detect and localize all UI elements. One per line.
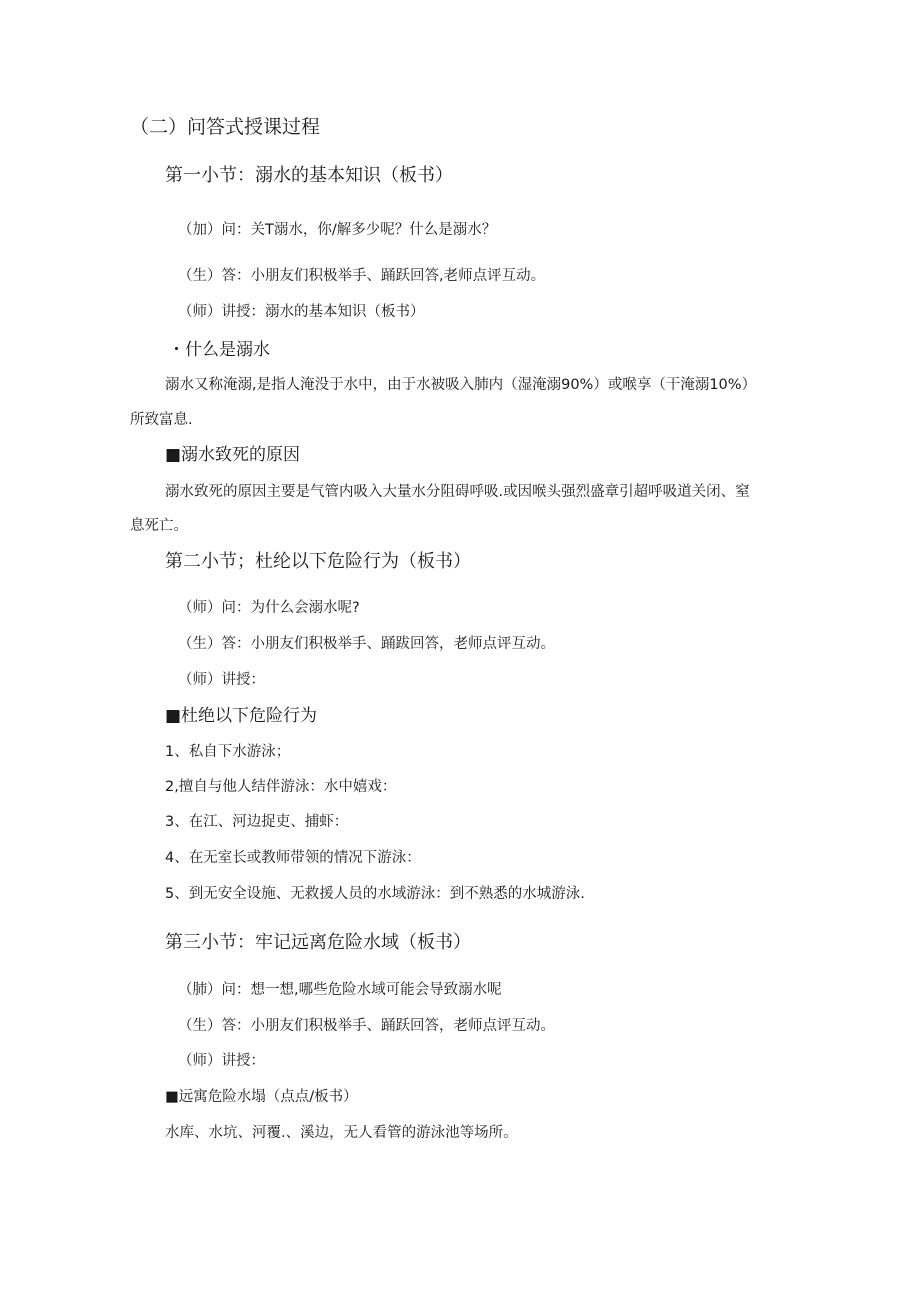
dangerous-behaviors-heading: ■杜绝以下危险行为 <box>165 706 318 726</box>
part3-answer: （生）答：小朋友们积极举手、踊跃回答，老师点评互动。 <box>178 1018 555 1034</box>
part2-answer: （生）答：小朋友们积极举手、踊跋回答，老师点评互动。 <box>178 636 555 652</box>
list-item: 2,擅自与他人结伴游泳：水中嬉戏： <box>165 779 397 795</box>
drowning-cause-line2: 息死亡。 <box>130 518 188 534</box>
part2-question: （师）问：为什么会溺水呢? <box>178 600 360 616</box>
part3-question: （肺）问：想一想,哪些危险水域可能会导致溺水呢 <box>178 982 502 998</box>
dangerous-areas-text: 水库、水坑、河覆.、溪边，无人看管的游泳池等场所。 <box>165 1125 518 1141</box>
what-is-drowning-line1: 溺水又称淹溺,是指人淹没于水中，由于水被吸入肺内（湿淹溺90%）或喉享（干淹溺10%） <box>165 377 757 393</box>
part3-lecture: （师）讲授： <box>178 1053 265 1069</box>
section-heading: （二）问答式授课过程 <box>130 116 321 138</box>
part1-title: 第一小节：溺水的基本知识（板书） <box>165 165 453 186</box>
list-item: 3、在江、河边捉吏、捕虾： <box>165 814 349 830</box>
dangerous-areas-heading: ■远寓危险水塌（点点/板书） <box>165 1089 358 1105</box>
list-item: 4、在无室长或教师带领的情况下游泳： <box>165 850 421 866</box>
part1-answer: （生）答：小朋友们积极举手、踊跃回答,老师点评互动。 <box>178 268 546 284</box>
what-is-drowning-heading: ・什么是溺水 <box>168 340 270 360</box>
list-item: 1、私自下水游泳； <box>165 744 291 760</box>
part1-question: （加）问：关T溺水，你/解多少呢？什么是溺水？ <box>178 222 497 238</box>
part3-title: 第三小节：牢记远离危险水域（板书） <box>165 932 471 953</box>
part2-title: 第二小节；杜纶以下危险行为（板书） <box>165 551 471 572</box>
drowning-cause-line1: 溺水致死的原因主要是气管内吸入大量水分阻碍呼吸.或因喉头强烈盛章引超呼吸道关闭、窒 <box>165 484 750 500</box>
drowning-cause-heading: ■溺水致死的原因 <box>165 445 301 465</box>
part2-lecture: （师）讲授： <box>178 672 265 688</box>
what-is-drowning-line2: 所致富息. <box>130 412 193 428</box>
part1-lecture: （师）讲授：溺水的基本知识（板书） <box>178 304 425 320</box>
list-item: 5、到无安全设施、无救援人员的水域游泳：到不熟悉的水城游泳. <box>165 886 585 902</box>
